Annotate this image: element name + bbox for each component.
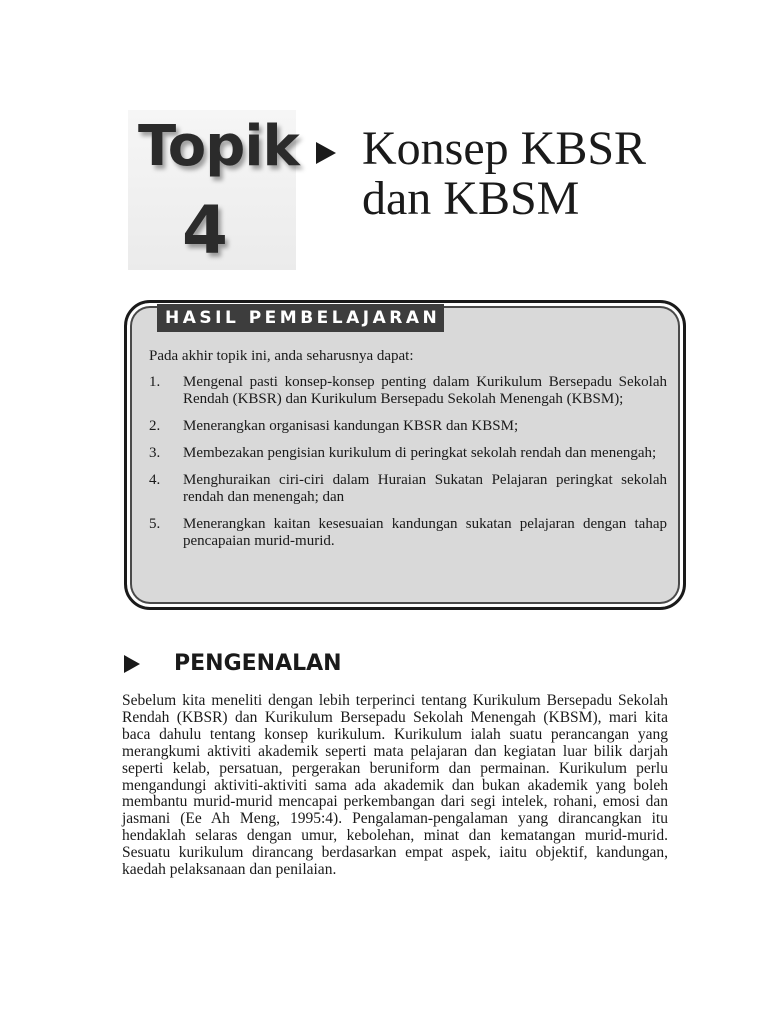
- section-title: PENGENALAN: [174, 651, 342, 676]
- list-item-text: Menerangkan organisasi kandungan KBSR dan KBSM;: [183, 418, 519, 434]
- list-item-text: Membezakan pengisian kurikulum di peringkat sekolah rendah dan menengah;: [183, 445, 657, 461]
- list-item: [149, 472, 667, 506]
- list-item-number: 4.: [149, 472, 161, 488]
- section-arrow-icon: [124, 655, 140, 673]
- list-item-number: 1.: [149, 374, 161, 390]
- topic-title-line-1: Konsep KBSR: [362, 122, 647, 175]
- title-arrow-icon: [316, 142, 336, 164]
- list-item-text: Menghuraikan ciri-ciri dalam Huraian Sukatan Pelajaran peringkat sekolah rendah dan menengah; dan: [183, 472, 667, 505]
- list-item: [149, 445, 667, 462]
- learning-outcomes-intro: Pada akhir topik ini, anda seharusnya dapat:: [149, 348, 414, 364]
- body-paragraph: Sebelum kita meneliti dengan lebih terperinci tentang Kurikulum Bersepadu Sekolah Rendah (KBSR) dan Kurikulum Bersepadu Sekolah Menengah (KBSM), mari kita baca dahulu tentang konsep kurikulum. Kurikulum ialah suatu perancangan yang merangkumi aktiviti akademik seperti mata pelajaran dan kegiatan luar bilik darjah seperti kelab, persatuan, pergerakan beruniform dan permainan. Kurikulum perlu mengandungi aktiviti-aktiviti sama ada akademik dan bukan akademik yang boleh membantu murid-murid mencapai perkembangan dari segi intelek, rohani, emosi dan jasmani (Ee Ah Meng, 1995:4). Pengalaman-pengalaman yang dirancangkan itu hendaklah selaras dengan umur, kebolehan, minat dan kematangan murid-murid. Sesuatu kurikulum dirancang berdasarkan empat aspek, iaitu objektif, kandungan, kaedah pelaksanaan dan penilaian.: [122, 692, 668, 879]
- topic-label: Topik: [138, 114, 299, 179]
- learning-outcomes-header: HASIL PEMBELAJARAN: [157, 304, 444, 332]
- list-item-text: Menerangkan kaitan kesesuaian kandungan sukatan pelajaran dengan tahap pencapaian murid-murid.: [183, 516, 667, 549]
- topic-title: [362, 124, 742, 224]
- list-item: [149, 374, 667, 408]
- list-item-number: 2.: [149, 418, 161, 434]
- list-item-text: Mengenal pasti konsep-konsep penting dalam Kurikulum Bersepadu Sekolah Rendah (KBSR) dan Kurikulum Bersepadu Sekolah Menengah (KBSM);: [183, 374, 667, 407]
- list-item-number: 3.: [149, 445, 161, 461]
- list-item-number: 5.: [149, 516, 161, 532]
- topic-label-block: [128, 110, 299, 270]
- list-item: [149, 516, 667, 550]
- topic-title-line-2: dan KBSM: [362, 172, 580, 225]
- learning-outcomes-list: [149, 374, 667, 560]
- list-item: [149, 418, 667, 435]
- topic-number: 4: [182, 192, 228, 269]
